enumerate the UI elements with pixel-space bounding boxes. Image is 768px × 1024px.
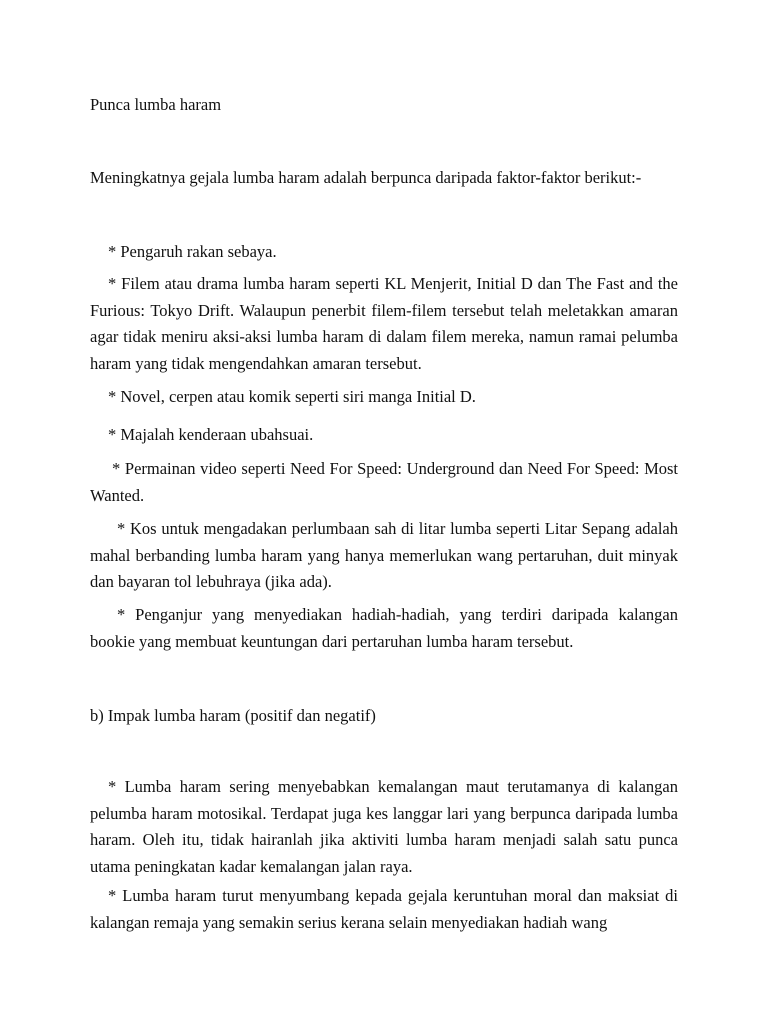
intro-paragraph: Meningkatnya gejala lumba haram adalah berpunca daripada faktor-faktor berikut:- [90,168,642,187]
cause-item-1: * Pengaruh rakan sebaya. [108,242,277,261]
section-heading: Punca lumba haram [90,95,222,114]
impact-item-1: * Lumba haram sering menyebabkan kemalangan maut terutamanya di kalangan pelumba haram motosikal. Terdapat juga kes langgar lari yang berpunca daripada lumba haram. Oleh itu, tidak hairanlah jika aktiviti lumba haram menjadi salah satu punca utama peningkatan kadar kemalangan jalan raya. [90,777,678,876]
impact-heading: b) Impak lumba haram (positif dan negatif) [90,706,376,725]
cause-item-5: * Permainan video seperti Need For Speed: Underground dan Need For Speed: Most Wanted. [90,459,678,505]
cause-item-3: * Novel, cerpen atau komik seperti siri manga Initial D. [108,387,476,406]
impact-item-2: * Lumba haram turut menyumbang kepada gejala keruntuhan moral dan maksiat di kalangan remaja yang semakin serius kerana selain menyediakan hadiah wang [90,886,678,932]
cause-item-4: * Majalah kenderaan ubahsuai. [108,425,314,444]
cause-item-7: * Penganjur yang menyediakan hadiah-hadiah, yang terdiri daripada kalangan bookie yang membuat keuntungan dari pertaruhan lumba haram tersebut. [90,605,678,651]
cause-item-2: * Filem atau drama lumba haram seperti KL Menjerit, Initial D dan The Fast and the Furious: Tokyo Drift. Walaupun penerbit filem-filem tersebut telah meletakkan amaran agar tidak meniru aksi-aksi lumba haram di dalam filem mereka, namun ramai pelumba haram yang tidak mengendahkan amaran tersebut. [90,274,678,373]
cause-item-6: * Kos untuk mengadakan perlumbaan sah di litar lumba seperti Litar Sepang adalah mahal berbanding lumba haram yang hanya memerlukan wang pertaruhan, duit minyak dan bayaran tol lebuhraya (jika ada). [90,519,678,591]
